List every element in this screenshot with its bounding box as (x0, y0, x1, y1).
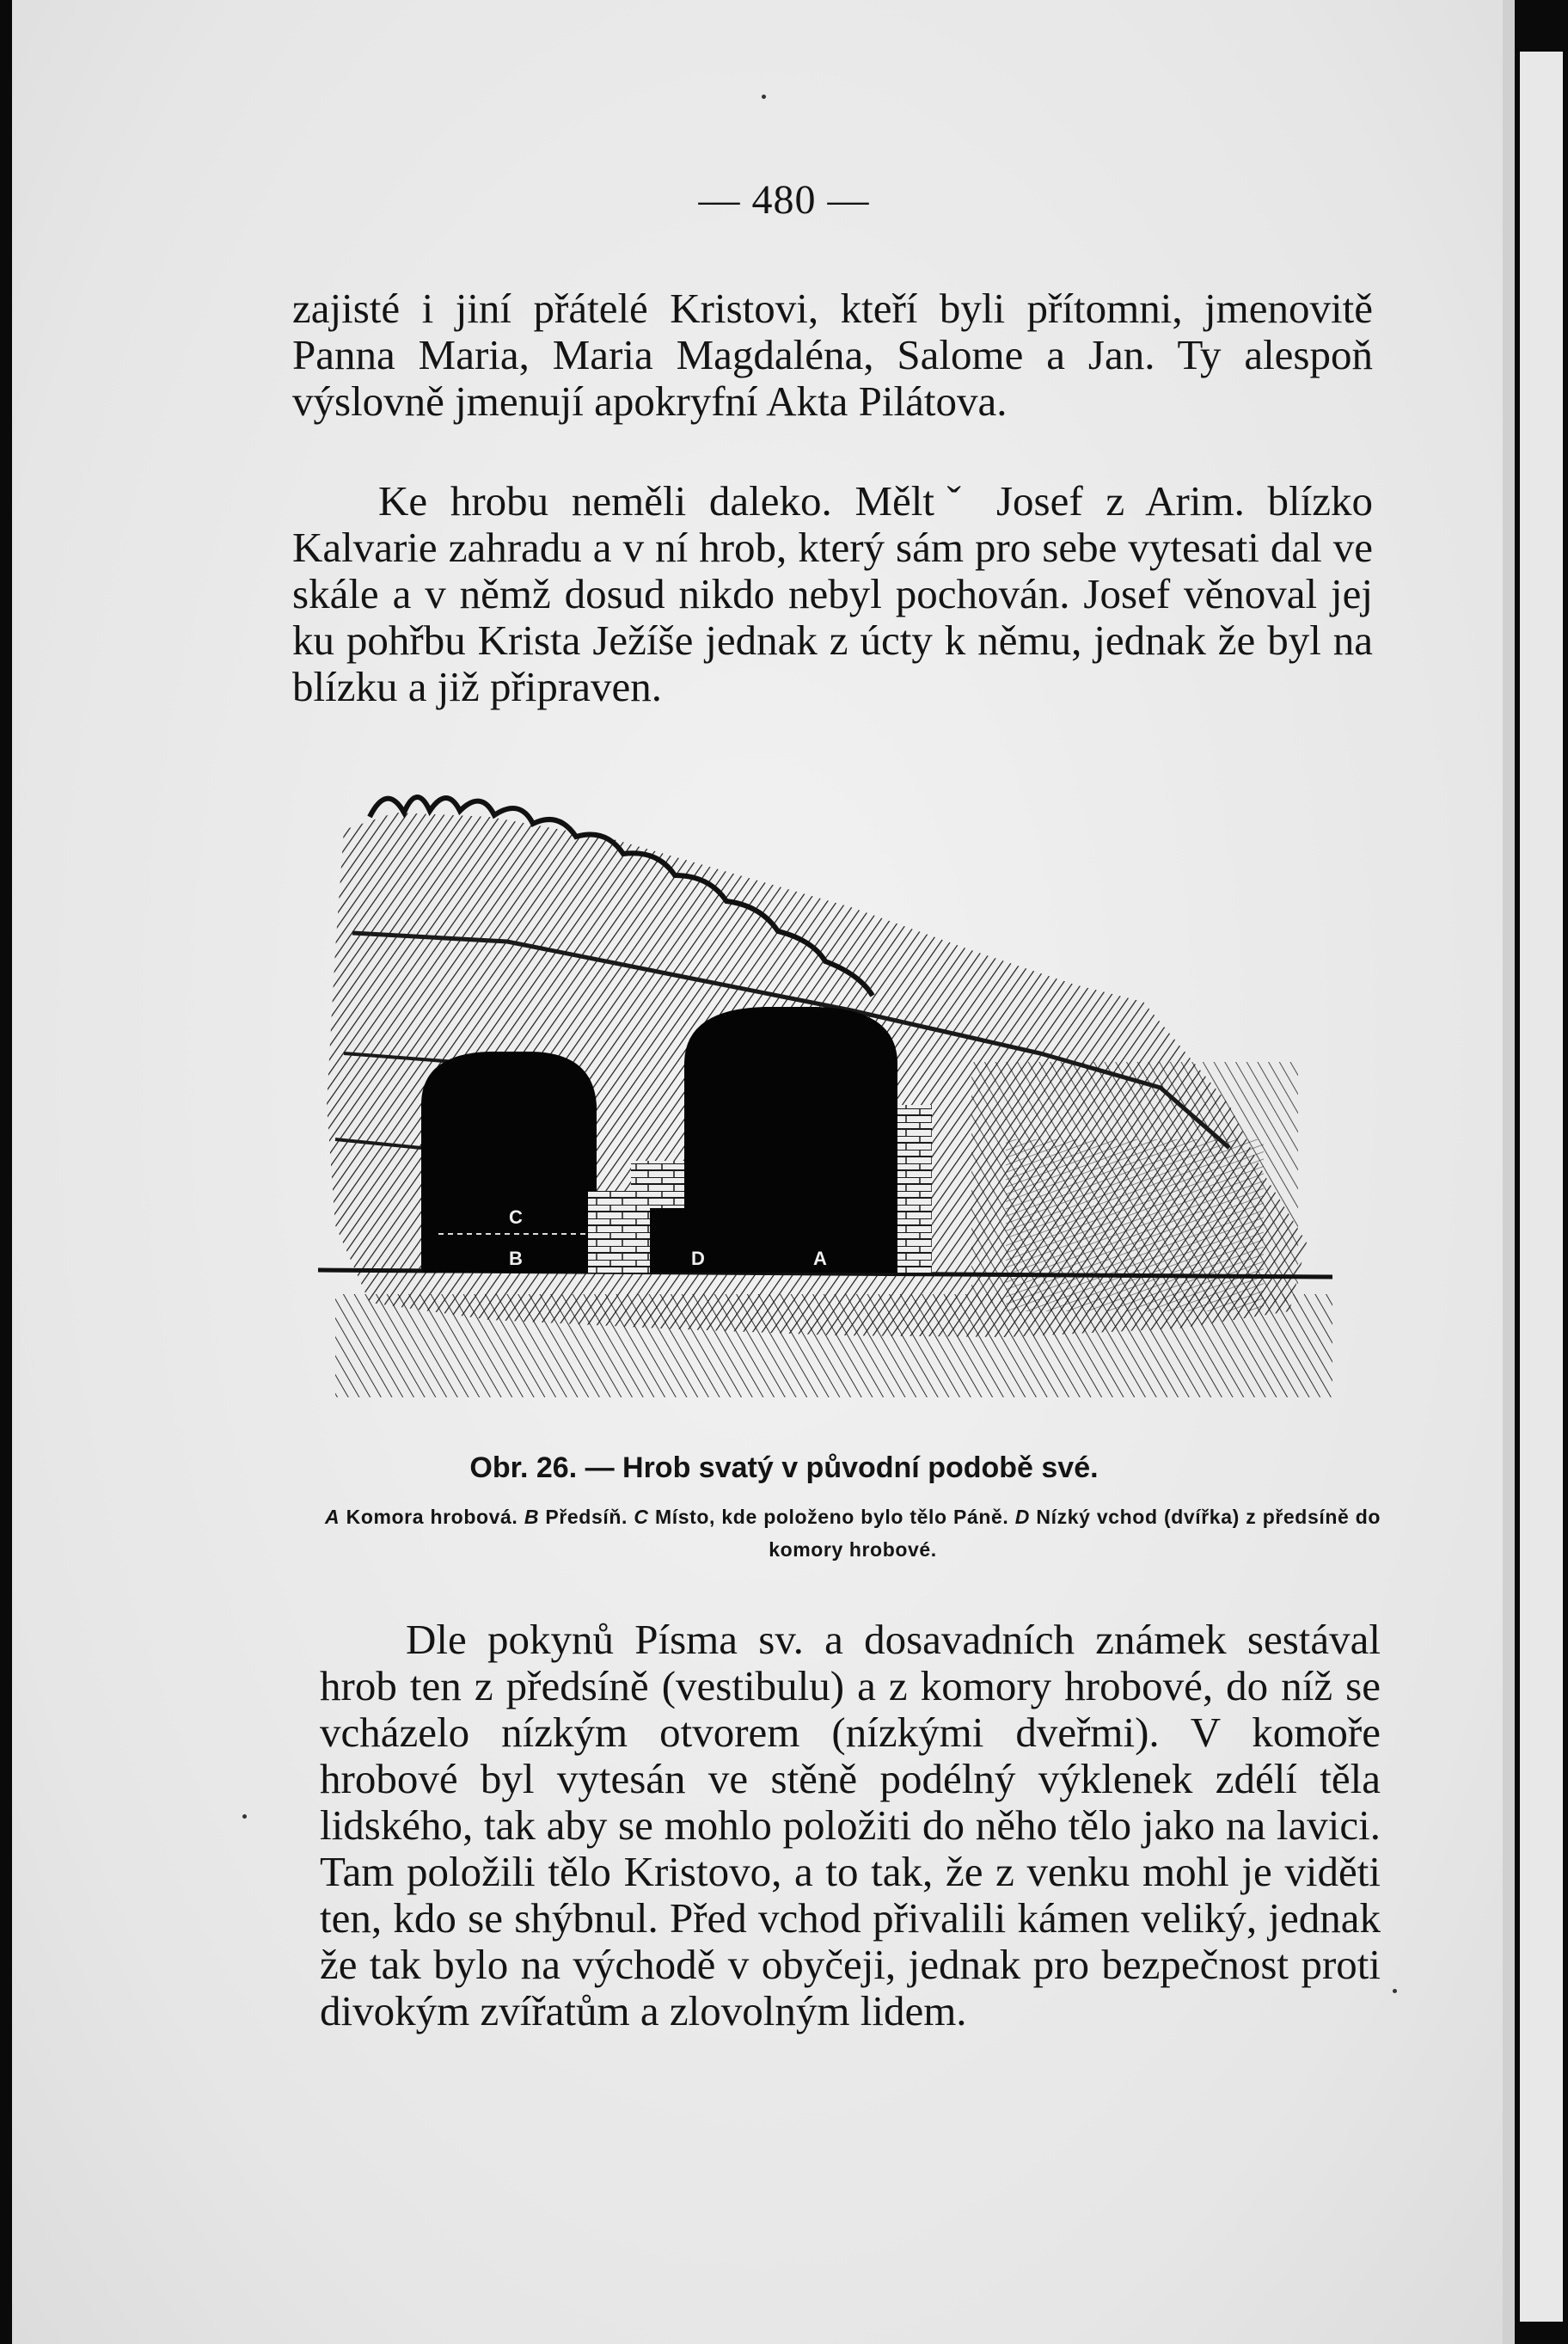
print-speck (1393, 1989, 1397, 1993)
figure-legend (325, 1500, 1381, 1566)
page-spine-edge (1503, 0, 1515, 2344)
vestibule-opening (421, 1052, 597, 1273)
legend-text-d: Nízký vchod (dvířka) z předsíně do komory hrobové. (769, 1506, 1381, 1561)
label-a: A (813, 1248, 827, 1269)
legend-key-a: A (325, 1506, 340, 1528)
print-speck (242, 1814, 247, 1819)
paragraph-3: Dle pokynů Písma sv. a dosavadních známek sestával hrob ten z předsíně (vestibulu) a z komory hrobové, do níž se vcházelo nízkým otvorem (nízkými dveřmi). V komoře hrobové byl vytesán ve stěně podélný výklenek zdélí těla lidského, tak aby se mohlo položiti do něho tělo jako na lavici. Tam položili tělo Kristovo, a to tak, že z venku mohl je viděti ten, kdo se shýbnul. Před vchod přivalili kámen veliký, jednak že tak bylo na východě v obyčeji, jednak pro bezpečnost proti divokým zvířatům a zlovolným lidem. (320, 1616, 1381, 2034)
legend-text-b: Předsíň. (545, 1506, 628, 1528)
legend-text-c: Místo, kde položeno bylo tělo Páně. (654, 1506, 1009, 1528)
label-d: D (691, 1248, 705, 1269)
legend-text-a: Komora hrobová. (346, 1506, 518, 1528)
label-b: B (509, 1248, 523, 1269)
tomb-chamber-opening (684, 1007, 897, 1273)
legend-key-d: D (1014, 1506, 1031, 1528)
page-number: — 480 — (698, 177, 870, 223)
paragraph-1: zajisté i jiní přátelé Kristovi, kteří byli přítomni, jmenovitě Panna Maria, Maria Magdaléna, Salome a Jan. Ty alespoň výslovně jmenují apokryfní Akta Pilátova. (292, 285, 1373, 425)
figure-caption-title: Obr. 26. — Hrob svatý v původní podobě své. (469, 1451, 1099, 1484)
legend-key-b: B (524, 1506, 540, 1528)
facing-page-edge (1520, 52, 1563, 2322)
print-speck (762, 95, 766, 99)
tomb-illustration (318, 778, 1350, 1414)
legend-key-c: C (634, 1506, 649, 1528)
paragraph-2: Ke hrobu neměli daleko. Měltˇ Josef z Arim. blízko Kalvarie zahradu a v ní hrob, který sám pro sebe vytesati dal ve skále a v němž dosud nikdo nebyl pochován. Josef věnoval jej ku pohřbu Krista Ježíše jednak z úcty k němu, jednak že byl na blízku a již připraven. (292, 477, 1373, 710)
label-c: C (509, 1206, 523, 1228)
